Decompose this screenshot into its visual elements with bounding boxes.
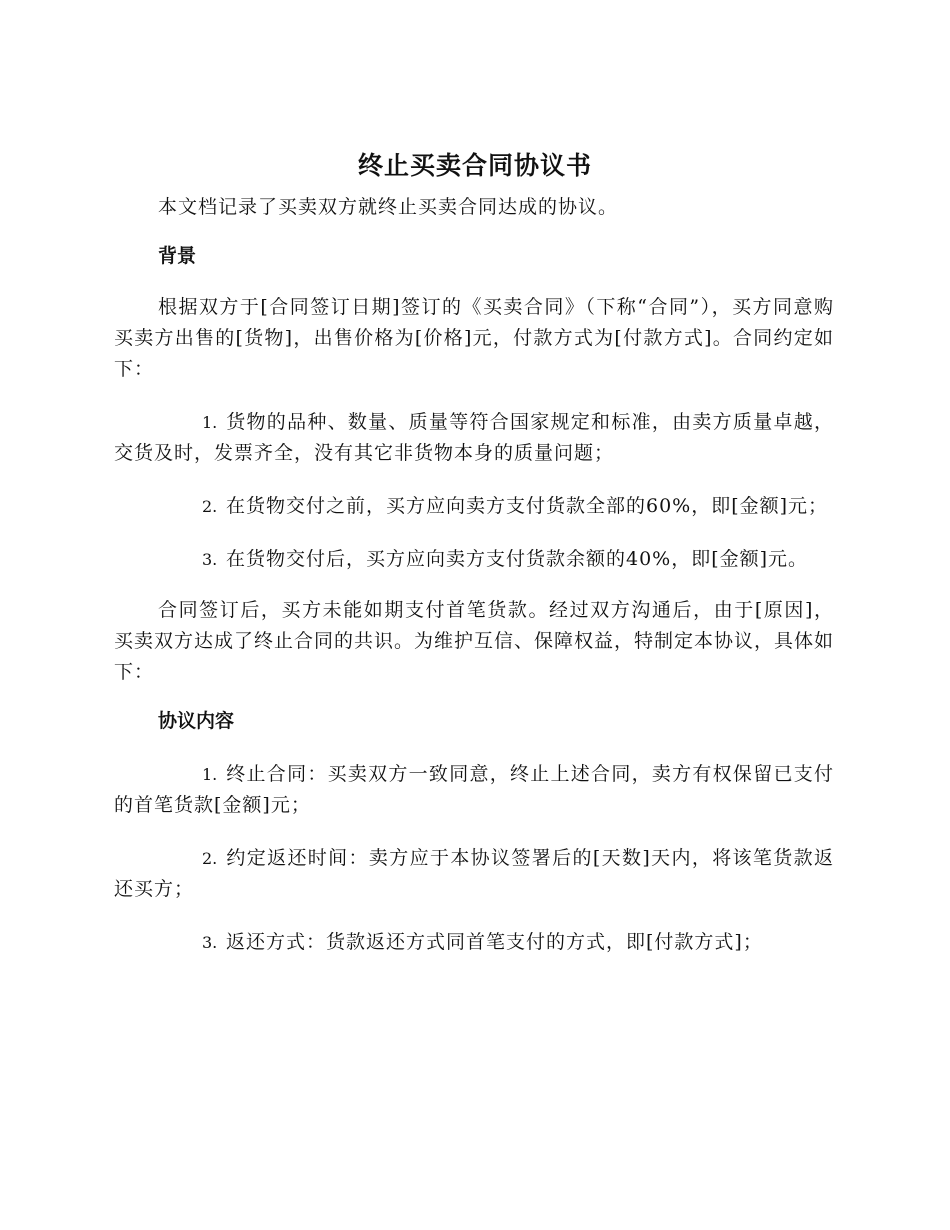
document-body	[114, 192, 834, 958]
list-number: 1.	[202, 765, 218, 784]
list-number: 1.	[202, 413, 218, 432]
list-item	[114, 407, 834, 469]
list-item-text: 终止合同：买卖双方一致同意，终止上述合同，卖方有权保留已支付的首笔货款[金额]元；	[114, 763, 834, 816]
section-heading-background: 背景	[158, 245, 197, 267]
list-number: 2.	[202, 497, 218, 516]
section-heading-agreement: 协议内容	[158, 710, 235, 732]
list-item	[114, 843, 834, 905]
closing-paragraph: 合同签订后，买方未能如期支付首笔货款。经过双方沟通后，由于[原因]，买卖双方达成了终止合同的共识。为维护互信、保障权益，特制定本协议，具体如下：	[114, 599, 835, 683]
list-item-text: 在货物交付之前，买方应向卖方支付货款全部的60%，即[金额]元；	[226, 495, 829, 517]
list-item-text: 约定返还时间：卖方应于本协议签署后的[天数]天内，将该笔货款返还买方；	[114, 847, 834, 900]
list-item-text: 货物的品种、数量、质量等符合国家规定和标准，由卖方质量卓越，交货及时，发票齐全，没有其它非货物本身的质量问题；	[114, 411, 834, 464]
document-title: 终止买卖合同协议书	[357, 151, 592, 180]
list-number: 3.	[202, 550, 218, 569]
list-item-text: 返还方式：货款返还方式同首笔支付的方式，即[付款方式]；	[226, 931, 763, 953]
list-number: 3.	[202, 933, 218, 952]
list-item	[114, 759, 834, 821]
list-item	[114, 544, 834, 575]
list-item-text: 在货物交付后，买方应向卖方支付货款余额的40%，即[金额]元。	[226, 548, 809, 570]
background-paragraph: 根据双方于[合同签订日期]签订的《买卖合同》（下称“合同”），买方同意购买卖方出售的[货物]，出售价格为[价格]元，付款方式为[付款方式]。合同约定如下：	[114, 296, 834, 380]
list-item	[114, 927, 834, 958]
list-number: 2.	[202, 849, 218, 868]
list-item	[114, 491, 834, 522]
intro-paragraph: 本文档记录了买卖双方就终止买卖合同达成的协议。	[158, 196, 619, 218]
